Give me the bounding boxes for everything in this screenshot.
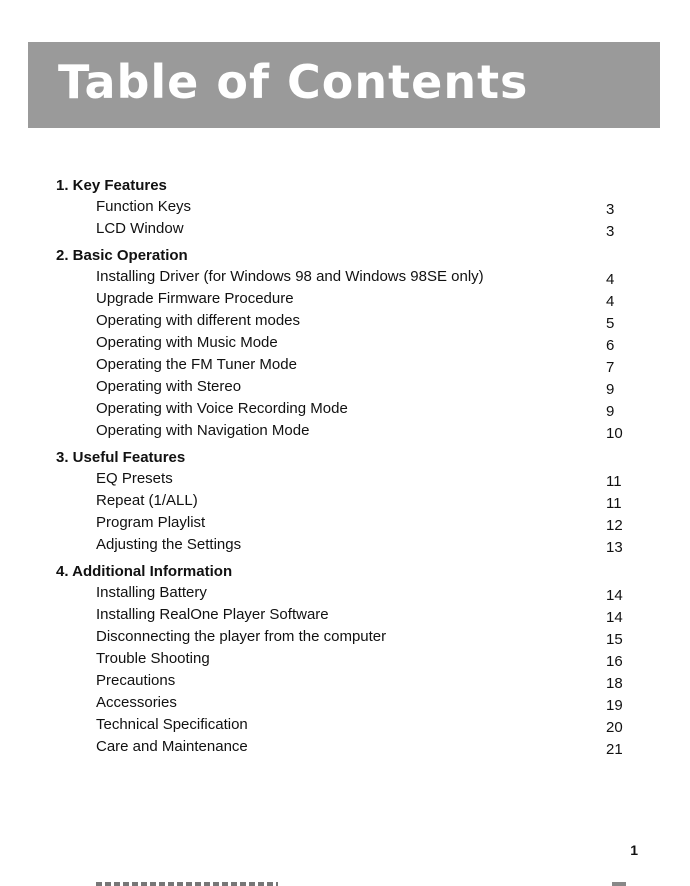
entry-page-number: 6 (606, 337, 615, 354)
toc-entry[interactable] (56, 218, 636, 240)
entry-title: Technical Specification (96, 716, 248, 733)
toc-entry[interactable] (56, 670, 636, 692)
entry-title: Operating with Music Mode (96, 334, 278, 351)
toc-entry[interactable] (56, 376, 636, 398)
entry-title: Disconnecting the player from the computer (96, 628, 387, 645)
cropped-next-page-number (612, 882, 626, 886)
footer-page-number: 1 (630, 842, 638, 858)
toc-section (56, 562, 636, 758)
toc-entry[interactable] (56, 310, 636, 332)
entry-title: Accessories (96, 694, 177, 711)
entry-title: Adjusting the Settings (96, 536, 242, 553)
section-heading: 2. Basic Operation (56, 247, 188, 264)
entry-page-number: 4 (606, 271, 615, 288)
toc-entry[interactable] (56, 648, 636, 670)
toc-entry[interactable] (56, 604, 636, 626)
toc-entry[interactable] (56, 196, 636, 218)
entry-page-number: 3 (606, 223, 615, 240)
entry-page-number: 14 (606, 587, 623, 604)
entry-page-number: 11 (606, 473, 622, 490)
toc-entry[interactable] (56, 332, 636, 354)
table-of-contents (56, 176, 636, 764)
section-heading: 3. Useful Features (56, 449, 186, 466)
toc-entry[interactable] (56, 692, 636, 714)
entry-title: Trouble Shooting (96, 650, 210, 667)
entry-page-number: 16 (606, 653, 623, 670)
toc-entry[interactable] (56, 534, 636, 556)
toc-entry[interactable] (56, 398, 636, 420)
section-heading: 4. Additional Information (56, 563, 233, 580)
title-banner (28, 42, 660, 128)
entry-title: Precautions (96, 672, 176, 689)
toc-entry[interactable] (56, 626, 636, 648)
entry-page-number: 21 (606, 741, 623, 758)
entry-page-number: 4 (606, 293, 615, 310)
entry-page-number: 15 (606, 631, 623, 648)
entry-page-number: 10 (606, 425, 623, 442)
entry-page-number: 5 (606, 315, 615, 332)
entry-title: Operating with Voice Recording Mode (96, 400, 348, 417)
entry-title: Operating with Navigation Mode (96, 422, 310, 439)
toc-entry[interactable] (56, 468, 636, 490)
entry-page-number: 9 (606, 381, 615, 398)
entry-page-number: 7 (606, 359, 615, 376)
entry-title: Installing Driver (for Windows 98 and Windows 98SE only) (96, 268, 484, 285)
entry-page-number: 13 (606, 539, 623, 556)
entry-page-number: 19 (606, 697, 623, 714)
entry-title: Operating with different modes (96, 312, 301, 329)
toc-entry[interactable] (56, 354, 636, 376)
page-title: Table of Contents (58, 55, 529, 109)
entry-title: Care and Maintenance (96, 738, 248, 755)
toc-entry[interactable] (56, 714, 636, 736)
toc-entry[interactable] (56, 582, 636, 604)
entry-page-number: 14 (606, 609, 623, 626)
toc-section (56, 246, 636, 442)
entry-title: Installing Battery (96, 584, 207, 601)
entry-title: EQ Presets (96, 470, 173, 487)
entry-title: LCD Window (96, 220, 184, 237)
entry-title: Repeat (1/ALL) (96, 492, 198, 509)
section-heading: 1. Key Features (56, 177, 167, 194)
toc-entry[interactable] (56, 420, 636, 442)
entry-title: Operating the FM Tuner Mode (96, 356, 297, 373)
entry-title: Upgrade Firmware Procedure (96, 290, 294, 307)
entry-page-number: 20 (606, 719, 623, 736)
toc-entry[interactable] (56, 288, 636, 310)
toc-entry[interactable] (56, 266, 636, 288)
entry-title: Program Playlist (96, 514, 206, 531)
entry-page-number: 11 (606, 495, 622, 512)
entry-page-number: 3 (606, 201, 615, 218)
entry-title: Installing RealOne Player Software (96, 606, 329, 623)
toc-entry[interactable] (56, 490, 636, 512)
entry-page-number: 12 (606, 517, 623, 534)
entry-title: Function Keys (96, 198, 192, 215)
toc-section (56, 448, 636, 556)
toc-entry[interactable] (56, 512, 636, 534)
entry-page-number: 9 (606, 403, 615, 420)
toc-entry[interactable] (56, 736, 636, 758)
entry-page-number: 18 (606, 675, 623, 692)
cropped-next-line (96, 878, 278, 886)
toc-section (56, 176, 636, 240)
entry-title: Operating with Stereo (96, 378, 242, 395)
